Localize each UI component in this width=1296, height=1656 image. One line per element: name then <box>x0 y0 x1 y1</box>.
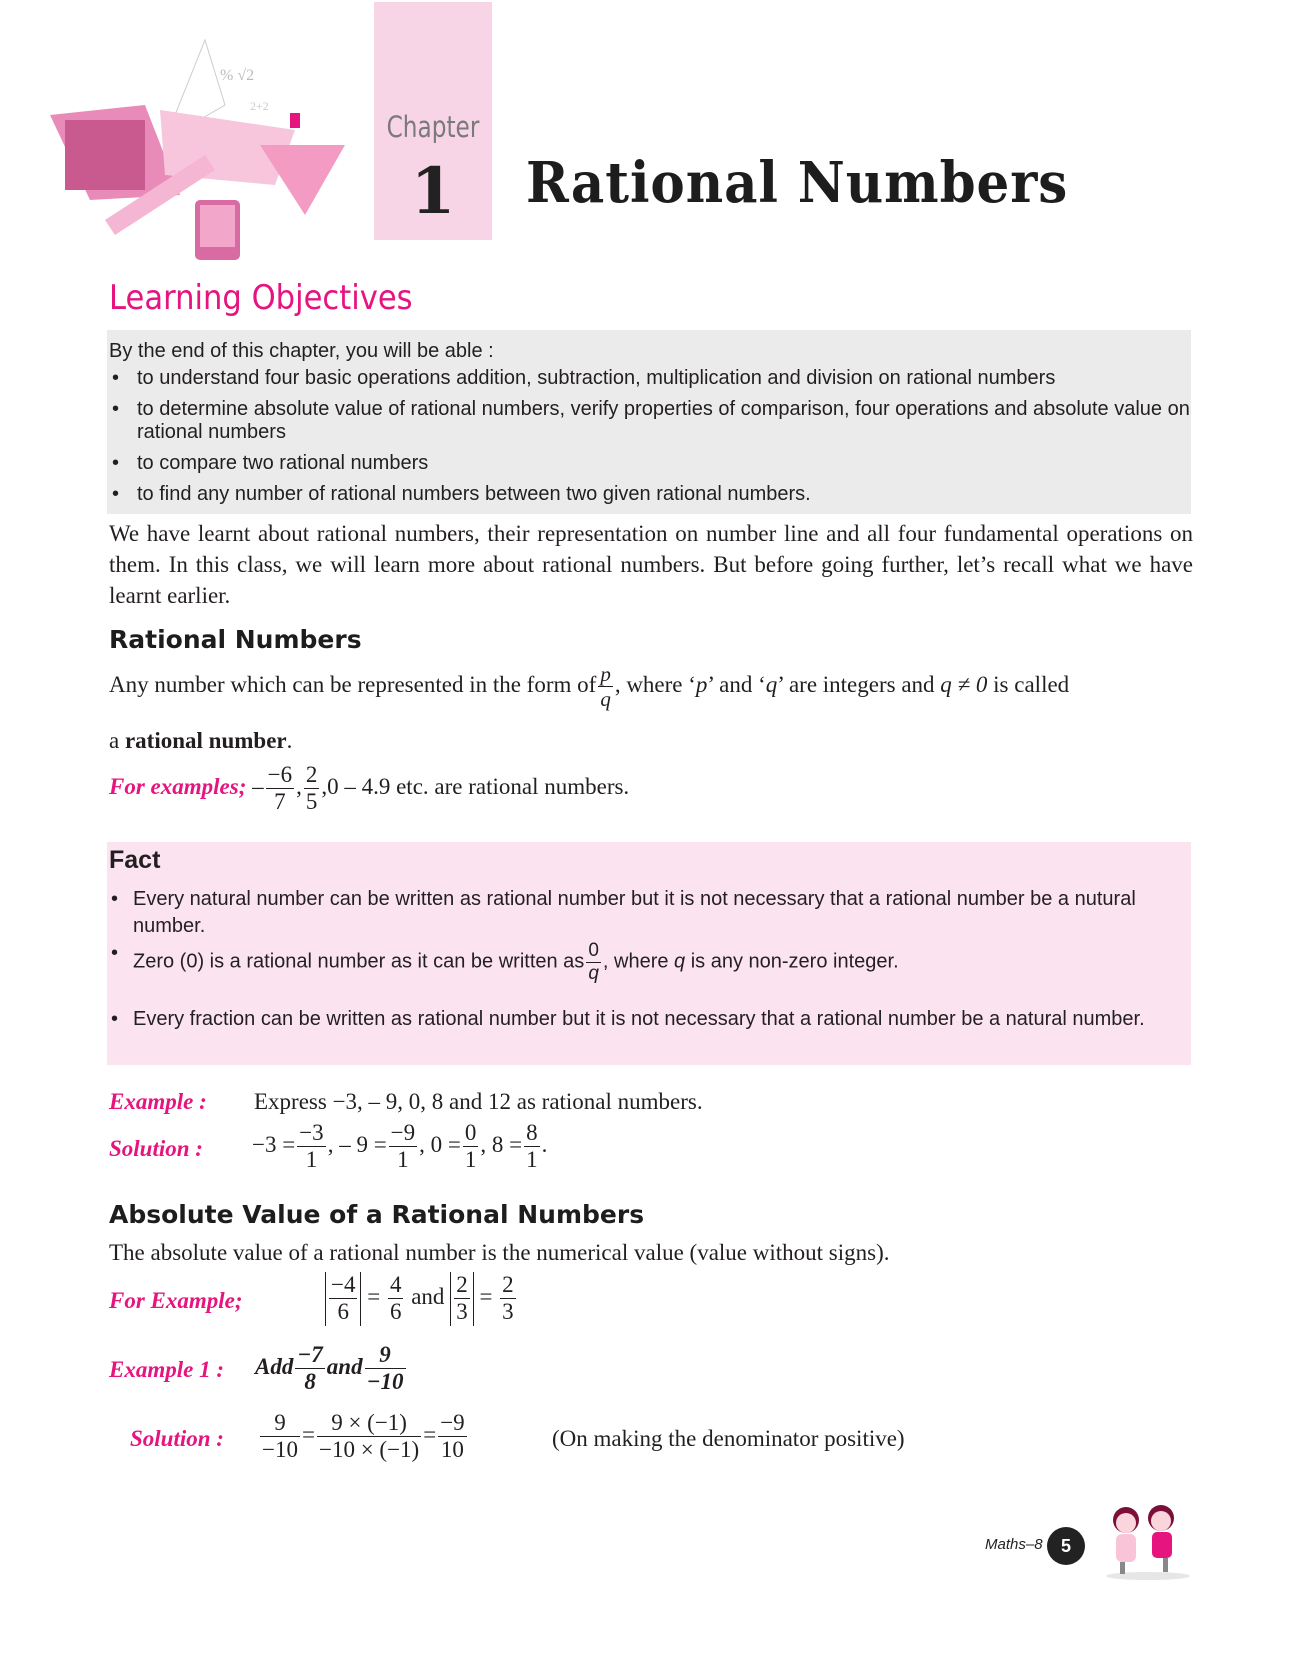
separator: , <box>480 1132 487 1158</box>
fraction-numerator: −7 <box>295 1342 324 1369</box>
for-example-label <box>109 1288 243 1314</box>
objectives-box <box>107 330 1191 514</box>
objective-item: • to compare two rational numbers <box>109 452 1191 475</box>
fraction-denominator: 6 <box>389 1299 402 1325</box>
rational-numbers-heading: Rational Numbers <box>109 625 362 654</box>
equals: = <box>367 1284 381 1310</box>
definition-text: a <box>109 728 125 753</box>
examples-label: For examples; <box>109 774 247 800</box>
solution-expression <box>252 1120 547 1174</box>
example1-solution-label <box>130 1426 224 1452</box>
equation-lhs: – 9 = <box>339 1132 387 1158</box>
example1-question <box>255 1342 408 1396</box>
solution-label-text: Solution : <box>109 1136 203 1161</box>
examples-text: ,0 – 4.9 etc. are rational numbers. <box>321 774 630 800</box>
fraction-numerator: −4 <box>329 1272 357 1299</box>
examples-line: For examples; – $\frac{-6}{7}$ , $\frac{2}{5}$ ,0 – 4.9 etc. are rational numbers. <box>109 762 630 815</box>
fact-box <box>107 842 1191 1065</box>
term-rational-number: rational number <box>124 728 287 753</box>
solution-label <box>109 1136 203 1162</box>
fact-item: • Every fraction can be written as rational number but it is not necessary that a rational number be a natural number. <box>109 1006 1184 1033</box>
fraction-denominator: −10 × (−1) <box>318 1437 420 1463</box>
fraction-denominator: 1 <box>305 1147 318 1173</box>
definition-text: Any number which can be represented in the form of <box>109 671 597 697</box>
example1-solution: $\frac{9}{-10}$ = $\frac{9 \times (-1)}{-10 \times (-1)}$ = $\frac{-9}{10}$ <box>262 1410 465 1463</box>
intro-paragraph: We have learnt about rational numbers, their representation on number line and all four fundamental operations on them. In this class, we will learn more about rational numbers. But before going further, let’s recall what we have learnt earlier. <box>109 521 1193 608</box>
fraction-numerator: 2 <box>500 1272 516 1299</box>
fraction-denominator: −10 <box>262 1437 298 1463</box>
definition-text: ’ are integers and <box>777 671 941 697</box>
equation-lhs: −3 = <box>252 1132 296 1158</box>
example-text: Express −3, – 9, 0, 8 and 12 as rational numbers. <box>254 1089 703 1114</box>
footer-book-label: Maths–8 <box>985 1536 1043 1553</box>
fraction-denominator: 3 <box>456 1299 468 1325</box>
fact-text: Zero (0) is a rational number as it can be written as <box>133 950 585 973</box>
for-example-label-text: For Example; <box>109 1288 243 1313</box>
fraction-numerator: 9 <box>365 1342 406 1369</box>
definition-line-2 <box>109 728 292 754</box>
example1-label-text: Example 1 : <box>109 1357 224 1382</box>
fraction-numerator: −9 <box>438 1410 466 1437</box>
fraction-denominator: 1 <box>526 1147 538 1173</box>
definition-text: is called <box>987 671 1070 697</box>
equation-lhs: 0 = <box>430 1132 461 1158</box>
definition-line <box>109 662 1193 711</box>
chapter-label: Chapter <box>386 110 480 144</box>
absolute-value-heading: Absolute Value of a Rational Numbers <box>109 1200 645 1229</box>
separator: . <box>541 1132 548 1158</box>
fraction-denominator: 3 <box>502 1299 514 1325</box>
svg-text:% √2: % √2 <box>220 67 255 84</box>
example-label <box>109 1089 207 1115</box>
fraction-denominator: q <box>600 687 611 712</box>
definition-text: , where ‘ <box>614 671 696 697</box>
page-number: 5 <box>1047 1527 1085 1565</box>
absolute-example-expression <box>325 1272 518 1326</box>
add-text: Add <box>255 1354 294 1380</box>
fraction-numerator: p <box>600 662 611 686</box>
objective-item: • to find any number of rational numbers between two given rational numbers. <box>109 483 1191 506</box>
condition: q ≠ 0 <box>940 671 988 697</box>
fraction-numerator: 0 <box>463 1120 479 1147</box>
fact-item <box>109 940 1184 985</box>
chapter-title: Rational Numbers <box>526 150 1069 216</box>
solution-note: (On making the denominator positive) <box>552 1426 905 1451</box>
fraction-denominator: 6 <box>337 1299 349 1325</box>
fraction-denominator: 1 <box>464 1147 477 1173</box>
var-q: q <box>674 950 686 973</box>
example-label-text: Example : <box>109 1089 207 1114</box>
fraction-denominator: 10 <box>440 1437 464 1463</box>
chapter-badge <box>374 2 492 240</box>
examples-text: – <box>252 774 264 800</box>
learning-objectives-heading: Learning Objectives <box>109 278 413 318</box>
separator: , <box>419 1132 425 1158</box>
var-q: q <box>765 671 778 697</box>
fraction-numerator: −6 <box>266 762 294 789</box>
math-tools-illustration <box>45 35 365 260</box>
fraction-numerator: 9 × (−1) <box>317 1410 421 1437</box>
fact-heading: Fact <box>109 846 161 874</box>
fraction-denominator: −10 <box>366 1369 404 1395</box>
example1-label <box>109 1357 224 1383</box>
fraction-denominator: 8 <box>304 1369 316 1395</box>
fraction-numerator: 9 <box>260 1410 300 1437</box>
objective-item: • to understand four basic operations addition, subtraction, multiplication and division on rational numbers <box>109 367 1191 390</box>
fraction-numerator: 0 <box>588 940 599 961</box>
objective-item: • to determine absolute value of rational numbers, verify properties of comparison, four operations and absolute value on rational numbers <box>109 398 1191 444</box>
objectives-intro: By the end of this chapter, you will be able : <box>109 340 494 362</box>
fraction-denominator: 1 <box>397 1147 409 1173</box>
fact-text: , where <box>602 950 675 973</box>
solution-label-text: Solution : <box>130 1426 224 1451</box>
fraction-numerator: −9 <box>389 1120 417 1147</box>
absolute-value-text: The absolute value of a rational number is the numerical value (value without signs). <box>109 1240 890 1265</box>
fraction-denominator: q <box>588 962 599 984</box>
fraction-numerator: 8 <box>524 1120 540 1147</box>
fraction-numerator: 2 <box>304 762 320 789</box>
fraction-numerator: 2 <box>454 1272 470 1299</box>
fact-item: • Every natural number can be written as rational number but it is not necessary that a rational number be a nutural number. <box>109 886 1184 940</box>
fraction-denominator: 5 <box>305 789 318 815</box>
chapter-number: 1 <box>410 154 456 229</box>
kids-illustration <box>1098 1498 1193 1588</box>
svg-text:2+2: 2+2 <box>250 99 269 113</box>
and-text: and <box>411 1284 445 1310</box>
var-p: p <box>695 671 708 697</box>
definition-text: . <box>286 728 293 753</box>
separator: , <box>327 1132 334 1158</box>
equals: = <box>479 1284 493 1310</box>
equation-lhs: 8 = <box>491 1132 523 1158</box>
and-text: and <box>326 1354 363 1380</box>
fraction-numerator: −3 <box>297 1120 325 1147</box>
fact-text: is any non-zero integer. <box>685 950 899 973</box>
fraction-numerator: 4 <box>388 1272 404 1299</box>
definition-text: ’ and ‘ <box>707 671 766 697</box>
fraction-denominator: 7 <box>274 789 286 815</box>
